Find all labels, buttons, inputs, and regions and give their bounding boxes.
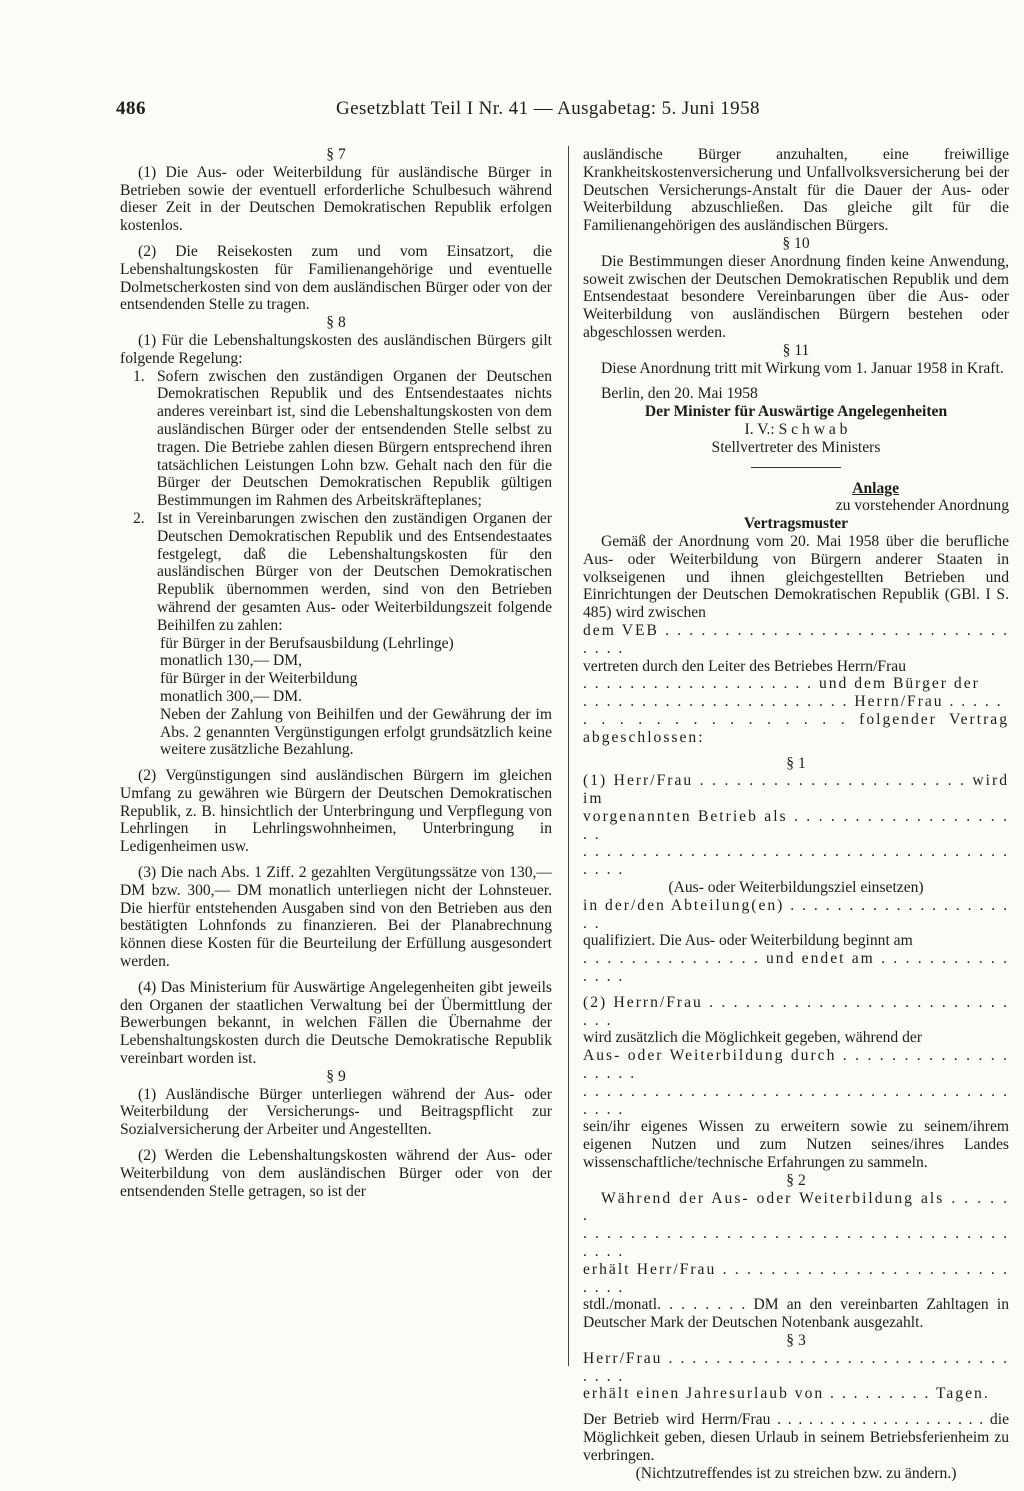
- contract-title: Vertragsmuster: [743, 515, 849, 533]
- form-line: (1) Herr/Frau . . . . . . . . . . . . . . . . . . . . . . wird im: [583, 772, 1009, 808]
- page-header: [116, 98, 1016, 126]
- form-line: dem VEB . . . . . . . . . . . . . . . . . . . . . . . . . . . . . . . . .: [583, 621, 1009, 657]
- section-heading: § 8: [326, 314, 346, 332]
- form-line: Während der Aus- oder Weiterbildung als . . . . . .: [583, 1189, 1009, 1225]
- form-line: vertreten durch den Leiter des Betriebes Herrn/Frau: [583, 657, 906, 675]
- running-head: Gesetzblatt Teil I Nr. 41 — Ausgabetag: 5. Juni 1958: [336, 98, 760, 119]
- form-line: . . . . . . . . . . . . . . . . . . . . . . . . . . . . . . . . . . . . . . . .: [583, 1082, 1009, 1118]
- section-heading: § 11: [782, 341, 810, 359]
- form-line: Aus- oder Weiterbildung durch . . . . . . . . . . . . . . . . . . .: [583, 1047, 1009, 1083]
- paragraph: (2) Vergünstigungen sind ausländischen Bürgern im gleichen Umfang zu gewähren wie Bürgern der Deutschen Demokratischen Republik, z. B. hinsichtlich der Unterbringung und Verpflegung von Lehrlingen in Lehrlingswohnheimen, Unterbringung in Ledigenheimen usw.: [120, 767, 552, 856]
- paragraph: (3) Die nach Abs. 1 Ziff. 2 gezahlten Vergütungssätze von 130,— DM bzw. 300,— DM monatlich unterliegen nicht der Lohnsteuer. Die hierfür entstehenden Ausgaben sind von den Betrieben aus den bestätigten Lohnfonds zu finanzieren. Bei der Planabrechnung können diese Kosten für die Beurteilung der Erfüllung ausgesondert werden.: [120, 864, 552, 971]
- paragraph: sein/ihr eigenes Wissen zu erweitern sowie zu seinem/ihrem eigenen Nutzen und zum Nutzen seines/ihres Landes wissenschaftliche/technische Erfahrungen zu sammeln.: [583, 1118, 1009, 1172]
- signatory: I. V.: S c h w a b: [744, 420, 848, 438]
- form-line: . . . . . . . . . . . . . . . folgender Vertrag abgeschlossen:: [583, 710, 1009, 746]
- section-heading: § 1: [786, 754, 806, 772]
- paragraph: ausländische Bürger anzuhalten, eine freiwillige Krankheitskostenversicherung und Unfallvolksversicherung bei der Deutschen Versicherungs-Anstalt für die Dauer der Aus- oder Weiterbildung abzuschließen. Das gleiche gilt für die Familienangehörigen des ausländischen Bürgers.: [583, 146, 1009, 235]
- section-heading: § 3: [786, 1332, 806, 1349]
- form-line: . . . . . . . . . . . . . . . . . . . . . . . Herrn/Frau . . . . .: [583, 693, 1003, 711]
- allowance-line: monatlich 130,— DM,: [160, 652, 303, 670]
- minister-title: Der Minister für Auswärtige Angelegenheiten: [644, 403, 948, 421]
- list-item-text: Ist in Vereinbarungen zwischen den zuständigen Organen der Deutschen Demokratischen Republik und des Entsendestaates festgelegt, daß die Lebenshaltungskosten für den ausländischen Bürger von der Deutschen Demokratischen Republik übernommen werden, sind von den Betrieben während der gesamten Aus- oder Weiterbildungszeit folgende Beihilfen zu zahlen:: [157, 509, 552, 634]
- column-divider: [568, 146, 569, 1366]
- section-heading: § 10: [782, 234, 810, 252]
- form-line: (2) Herrn/Frau . . . . . . . . . . . . . . . . . . . . . . . . . . . .: [583, 993, 1009, 1029]
- form-line: wird zusätzlich die Möglichkeit gegeben, während der: [583, 1029, 923, 1047]
- form-line: qualifiziert. Die Aus- oder Weiterbildung beginnt am: [583, 932, 913, 950]
- allowance-line: für Bürger in der Berufsausbildung (Lehrlinge): [160, 634, 454, 652]
- list-item-text: Sofern zwischen den zuständigen Organen der Deutschen Demokratischen Republik und des Entsendestaates nichts anderes vereinbart ist, sind die Lebenshaltungskosten von dem ausländischen Bürger oder der entsendenden Stelle selbst zu tragen. Die Betriebe zahlen diesen Bürgern entsprechend ihren tatsächlichen Leistungen Lohn bzw. Gehalt nach den für die Bürger der Deutschen Demokratischen Republik gültigen Bestimmungen im Rahmen des Arbeitskräfteplanes;: [157, 367, 552, 510]
- form-line: vorgenannten Betrieb als . . . . . . . . . . . . . . . . . . . .: [583, 807, 1009, 843]
- page-number: 486: [116, 98, 146, 119]
- list-item: [120, 510, 552, 635]
- paragraph: (2) Werden die Lebenshaltungskosten während der Aus- oder Weiterbildung von dem ausländischen Bürger oder von der entsendenden Stelle getragen, so ist der: [120, 1147, 552, 1200]
- paragraph: (2) Die Reisekosten zum und vom Einsatzort, die Lebenshaltungskosten für Familienangehörige und eventuelle Dolmetscherkosten sind von dem ausländischen Bürger oder von der entsendenden Stelle zu tragen.: [120, 242, 552, 314]
- form-line: . . . . . . . . . . . . . . . . . . . . . . . . . . . . . . . . . . . . . . . .: [583, 843, 1009, 879]
- form-line: . . . . . . . . . . . . . . . und endet am . . . . . . . . . . . . . . .: [583, 950, 1009, 986]
- form-line: . . . . . . . . . . . . . . . . . . . . und dem Bürger der: [583, 675, 980, 693]
- place-date: Berlin, den 20. Mai 1958: [601, 385, 758, 403]
- paragraph: stdl./monatl. . . . . . . . DM an den vereinbarten Zahltagen in Deutscher Mark der Deutschen Notenbank ausgezahlt.: [583, 1296, 1009, 1332]
- list-item: [120, 368, 552, 510]
- signatory-role: Stellvertreter des Ministers: [711, 438, 881, 456]
- separator-rule: [751, 467, 841, 468]
- paragraph: Diese Anordnung tritt mit Wirkung vom 1. Januar 1958 in Kraft.: [601, 359, 1004, 377]
- note: (Nichtzutreffendes ist zu streichen bzw. zu ändern.): [635, 1464, 957, 1482]
- paragraph: Gemäß der Anordnung vom 20. Mai 1958 über die berufliche Aus- oder Weiterbildung von Bürgern anderer Staaten in volkseigenen und ihnen gleichgestellten Betrieben und Einrichtungen der Deutschen Demokratischen Republik (GBl. I S. 485) wird zwischen: [583, 532, 1009, 622]
- anlage-subtitle: zu vorstehender Anordnung: [835, 497, 1009, 515]
- paragraph: (1) Für die Lebenshaltungskosten des ausländischen Bürgers gilt folgende Regelung:: [120, 331, 552, 367]
- form-line: erhält einen Jahresurlaub von . . . . . . . . . Tagen.: [583, 1385, 990, 1403]
- paragraph: Neben der Zahlung von Beihilfen und der Gewährung der im Abs. 2 genannten Vergünstigungen erfolgt grundsätzlich keine weitere zusätzliche Bezahlung.: [160, 705, 552, 759]
- list-number: 1.: [133, 367, 145, 385]
- paragraph: Der Betrieb wird Herrn/Frau . . . . . . . . . . . . . . . . . . . . die Möglichkeit geben, diesen Urlaub in seinem Betriebsferienheim zu verbringen.: [583, 1411, 1009, 1464]
- paragraph: (1) Die Aus- oder Weiterbildung für ausländische Bürger in Betrieben sowie der eventuell erforderliche Schulbesuch während dieser Zeit in der Deutschen Demokratischen Republik erfolgen kostenlos.: [120, 163, 552, 235]
- section-heading: § 2: [786, 1171, 806, 1189]
- list-number: 2.: [133, 509, 145, 527]
- right-column: [583, 146, 1009, 1482]
- anlage-title: Anlage: [852, 479, 899, 497]
- paragraph: Die Bestimmungen dieser Anordnung finden keine Anwendung, soweit zwischen der Deutschen Demokratischen Republik und dem Entsendestaat besondere Vereinbarungen über die Aus- oder Weiterbildung von ausländischen Bürgern bestehen oder abgeschlossen werden.: [583, 252, 1009, 341]
- form-line: . . . . . . . . . . . . . . . . . . . . . . . . . . . . . . . . . . . . . . . .: [583, 1225, 1009, 1261]
- form-line: Herr/Frau . . . . . . . . . . . . . . . . . . . . . . . . . . . . . . . . .: [583, 1349, 1009, 1385]
- paragraph: (4) Das Ministerium für Auswärtige Angelegenheiten gibt jeweils den Organen der staatlichen Verwaltung bei der Übermittlung der Bewerbungen bekannt, in welchen Fällen die Übernahme der Lebenshaltungskosten durch die Deutsche Demokratische Republik vereinbart worden ist.: [120, 978, 552, 1068]
- form-line: in der/den Abteilung(en) . . . . . . . . . . . . . . . . . . . . .: [583, 896, 1009, 932]
- form-hint: (Aus- oder Weiterbildungsziel einsetzen): [668, 879, 924, 897]
- paragraph: (1) Ausländische Bürger unterliegen während der Aus- oder Weiterbildung der Versicherungs- und Beitragspflicht zur Sozialversicherung der Arbeiter und Angestellten.: [120, 1085, 552, 1139]
- allowance-line: für Bürger in der Weiterbildung: [160, 670, 358, 688]
- form-line: erhält Herr/Frau . . . . . . . . . . . . . . . . . . . . . . . . . . . .: [583, 1260, 1009, 1296]
- left-column: [120, 146, 552, 1200]
- section-heading: § 7: [326, 146, 346, 163]
- allowance-line: monatlich 300,— DM.: [160, 687, 303, 705]
- section-heading: § 9: [326, 1067, 346, 1085]
